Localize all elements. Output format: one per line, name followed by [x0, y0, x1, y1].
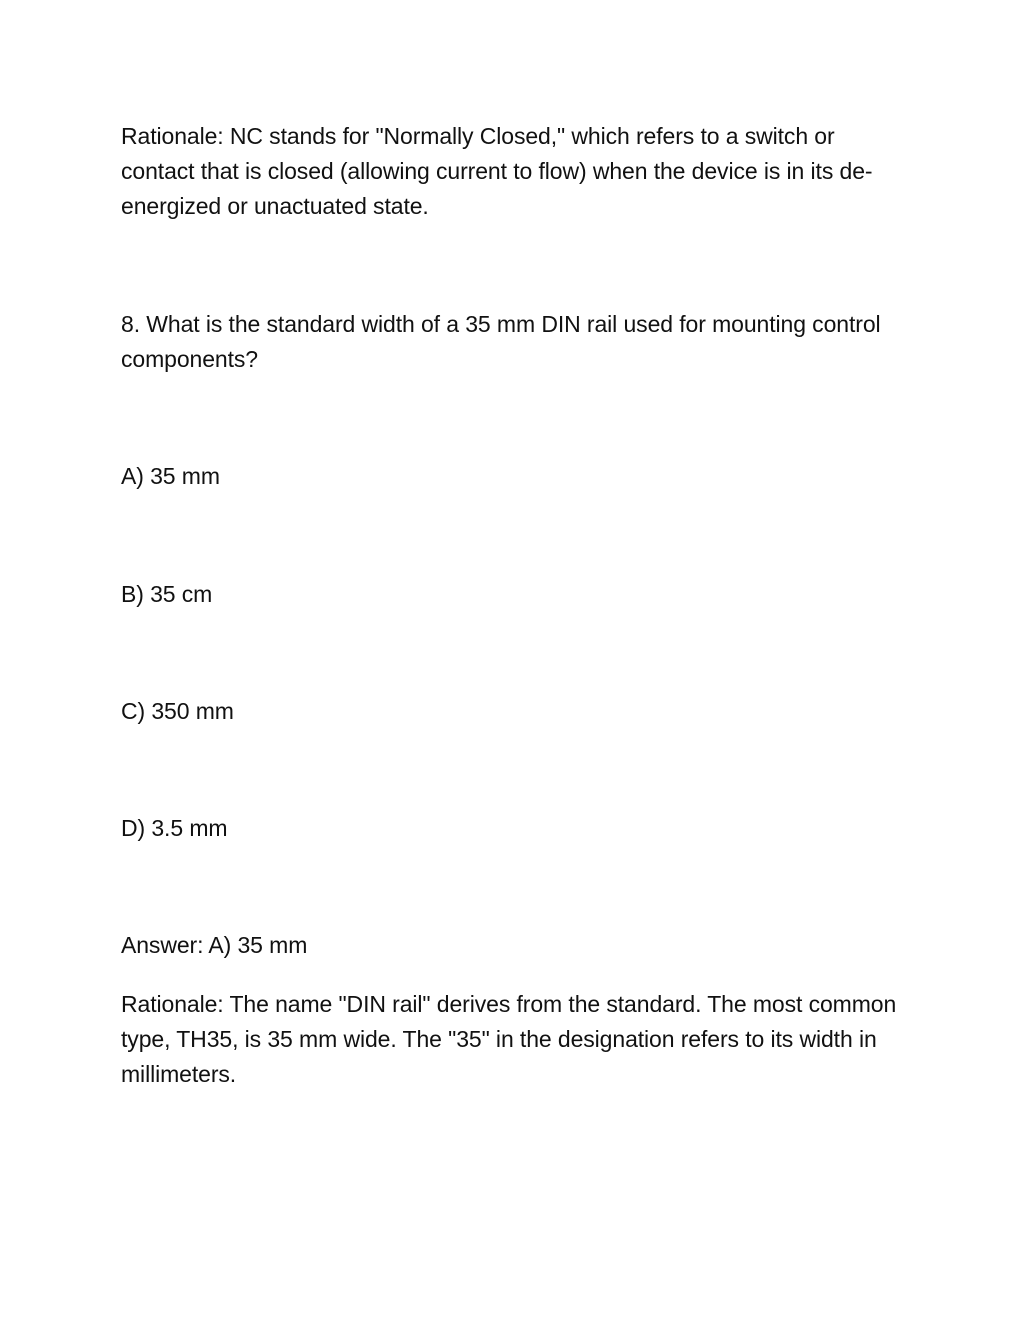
option-a: A) 35 mm: [121, 463, 220, 489]
option-d: D) 3.5 mm: [121, 815, 228, 841]
previous-rationale-paragraph: Rationale: NC stands for "Normally Closed," which refers to a switch or contact that is closed (allowing current to flow) when the device is in its de-energized or unactuated state.: [121, 123, 873, 219]
answer-text: Answer: A) 35 mm: [121, 932, 308, 958]
rationale-paragraph: Rationale: The name "DIN rail" derives from the standard. The most common type, TH35, is 35 mm wide. The "35" in the designation refers to its width in millimeters.: [121, 991, 897, 1087]
question-text: 8. What is the standard width of a 35 mm DIN rail used for mounting control components?: [121, 311, 881, 372]
option-b: B) 35 cm: [121, 581, 213, 607]
option-c: C) 350 mm: [121, 698, 234, 724]
